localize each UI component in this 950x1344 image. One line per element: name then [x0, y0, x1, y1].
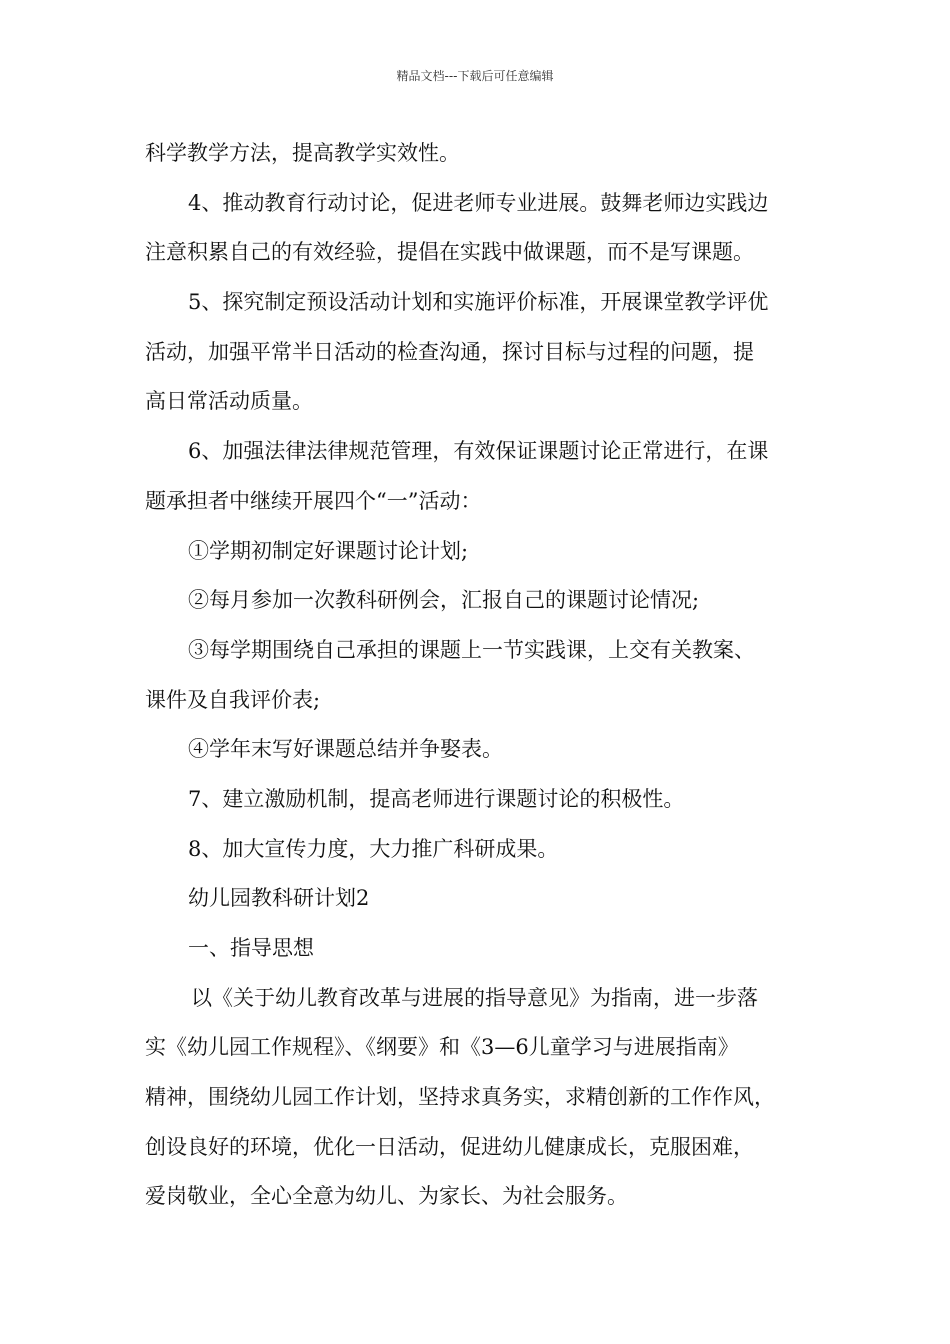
text-line: 7、建立激励机制，提高老师进行课题讨论的积极性。	[188, 786, 685, 811]
text-line: 实《幼儿园工作规程》、《纲要》和《3—6儿童学习与进展指南》	[145, 1035, 739, 1060]
text-line: 爱岗敬业，全心全意为幼儿、为家长、为社会服务。	[145, 1184, 628, 1209]
text-line: 注意积累自己的有效经验，提倡在实践中做课题，而不是写课题。	[145, 240, 754, 265]
text-line: 课件及自我评价表;	[145, 687, 321, 712]
text-line: ③每学期围绕自己承担的课题上一节实践课，上交有关教案、	[188, 637, 755, 662]
text-line: ④学年末写好课题总结并争娶表。	[188, 737, 503, 762]
document-body	[145, 129, 820, 1222]
page-header: 精品文档---下载后可任意编辑	[396, 69, 554, 83]
text-line: 以《关于幼儿教育改革与进展的指导意见》为指南，进一步落	[191, 985, 758, 1010]
text-line: 科学教学方法，提高教学实效性。	[145, 141, 460, 165]
text-line: 题承担者中继续开展四个“一”活动：	[145, 488, 482, 513]
section-title: 幼儿园教科研计划2	[188, 886, 370, 911]
text-line: 高日常活动质量。	[145, 389, 313, 414]
text-line: ①学期初制定好课题讨论计划;	[188, 538, 469, 563]
text-line: 8、加大宣传力度，大力推广科研成果。	[188, 836, 559, 861]
text-line: 创设良好的环境，优化一日活动，促进幼儿健康成长，克服困难，	[145, 1134, 754, 1159]
text-line: 5、探究制定预设活动计划和实施评价标准，开展课堂教学评优	[188, 290, 769, 315]
text-line: ②每月参加一次教科研例会，汇报自己的课题讨论情况;	[188, 588, 700, 613]
text-line: 精神，围绕幼儿园工作计划，坚持求真务实，求精创新的工作作风，	[145, 1085, 775, 1110]
section-heading: 一、指导思想	[188, 936, 314, 960]
text-line: 4、推动教育行动讨论，促进老师专业进展。鼓舞老师边实践边	[188, 190, 769, 215]
text-line: 6、加强法律法律规范管理，有效保证课题讨论正常进行，在课	[188, 439, 769, 464]
text-line: 活动，加强平常半日活动的检查沟通，探讨目标与过程的问题，提	[145, 339, 754, 364]
